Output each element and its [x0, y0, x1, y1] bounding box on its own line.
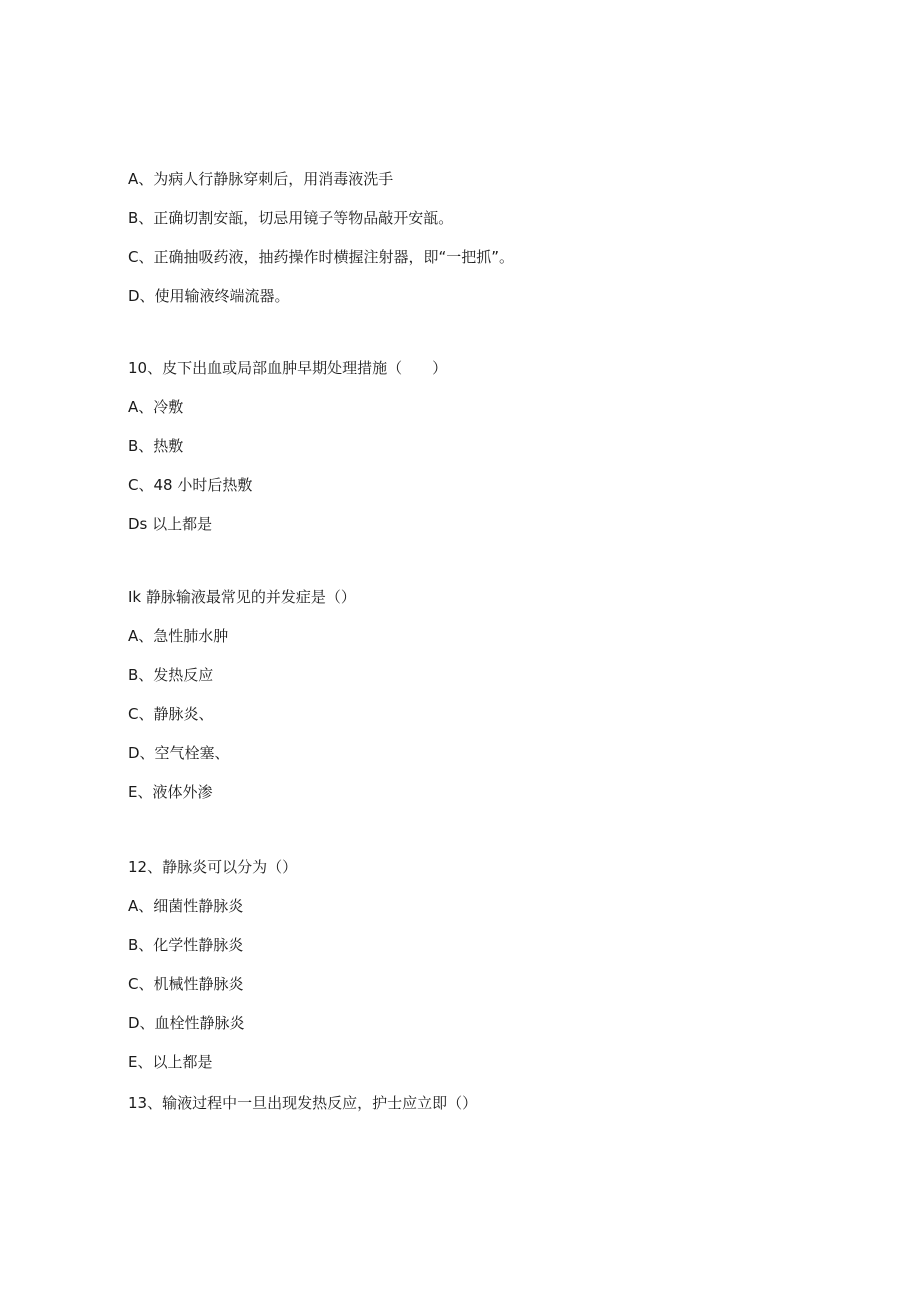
q12-option-b: B、化学性静脉炎: [128, 936, 244, 954]
q12-option-a: A、细菌性静脉炎: [128, 897, 244, 915]
q9-option-b: B、正确切割安瓿，切忌用镜子等物品敲开安瓿。: [128, 209, 454, 227]
q11-option-d: D、空气栓塞、: [128, 744, 230, 762]
q10-option-d: Ds 以上都是: [128, 515, 213, 533]
q12-option-d: D、血栓性静脉炎: [128, 1014, 245, 1032]
q13-question: 13、输液过程中一旦出现发热反应，护士应立即（）: [128, 1094, 478, 1112]
q11-question: Ik 静脉输液最常见的并发症是（）: [128, 588, 356, 606]
q12-option-c: C、机械性静脉炎: [128, 975, 244, 993]
q9-option-d: D、使用输液终端流器。: [128, 287, 290, 305]
q12-option-e: E、以上都是: [128, 1053, 213, 1071]
q11-option-b: B、发热反应: [128, 666, 214, 684]
q11-option-e: E、液体外渗: [128, 783, 213, 801]
q11-option-c: C、静脉炎、: [128, 705, 214, 723]
q11-option-a: A、急性肺水肿: [128, 627, 229, 645]
q12-question: 12、静脉炎可以分为（）: [128, 858, 298, 876]
q10-option-c: C、48 小时后热敷: [128, 476, 253, 494]
q9-option-c: C、正确抽吸药液，抽药操作时横握注射器，即“一把抓”。: [128, 248, 515, 266]
q9-option-a: A、为病人行静脉穿刺后，用消毒液洗手: [128, 170, 394, 188]
q10-option-a: A、冷敷: [128, 398, 184, 416]
q10-option-b: B、热敷: [128, 437, 184, 455]
q10-question: 10、皮下出血或局部血肿早期处理措施（ ）: [128, 359, 448, 377]
